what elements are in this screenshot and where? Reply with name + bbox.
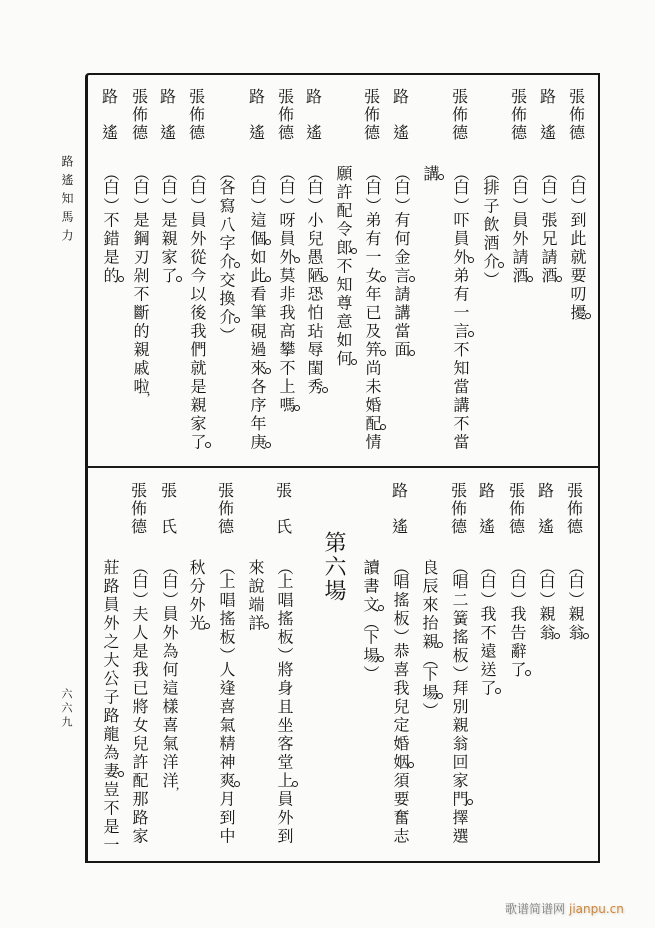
speaker-name-char: 佈 [450,499,467,518]
speaker-name-char: 佈 [510,105,527,124]
parenthesis: ） [363,197,382,212]
parenthesis: ） [481,271,500,286]
speaker-name [217,483,235,535]
script-line [566,468,584,858]
speaker-name [275,483,293,535]
speaker-name-char: 遙 [537,517,554,536]
speaker-name-char: 德 [508,517,525,536]
dialogue-text: （白）員外請酒 [510,165,529,286]
dialogue-text: （上唱搖板）人逢喜氣精神爽月到中 [217,559,236,846]
dialogue-text: 良辰來抬親（下場） [420,559,439,717]
parenthesis: ） [248,197,267,212]
parenthesis: ） [217,327,236,341]
dialogue-text: （白）夫人是我已將女兒許配那路家 [130,559,149,846]
speaker-name-char: 張 [566,481,583,500]
speaker-name-char: 德 [130,517,147,536]
speaker-name [101,89,119,141]
upper-section [0,74,655,468]
parenthesis: （ [481,165,500,179]
parenthesis: ） [391,628,410,643]
speaker-name-char: 德 [188,123,205,142]
dialogue-text: （白）是親家了 [159,165,178,286]
script-line [275,468,293,858]
parenthesis: （ [451,165,470,179]
speaker-name-char: 路 [478,481,495,500]
parenthesis: （ [275,559,294,573]
speaker-name-char: 路 [305,87,322,106]
script-line [130,468,148,858]
watermark-site-name: 歌谱简谱网 [505,902,566,916]
dialogue-text: （白）到此就要叨擾 [568,165,587,323]
parenthesis: （ [450,559,469,573]
parenthesis: ） [361,665,380,680]
script-line [188,74,206,464]
parenthesis: ） [566,591,585,606]
speaker-name-char: 遙 [248,123,265,142]
dialogue-text: （白）員外為何這樣喜氣洋洋 [160,559,179,791]
speaker-name-char: 佈 [451,105,468,124]
speaker-name-char: 張 [451,87,468,106]
speaker-name-char: 德 [451,123,468,142]
speaker-name-char: 路 [539,87,556,106]
speaker-name-char: 路 [159,87,176,106]
dialogue-text: （白）是鋼刃剁不斷的親戚啦 [131,165,150,397]
script-line [131,74,149,464]
speaker-name-char: 張 [275,481,292,500]
speaker-name [478,483,496,535]
speaker-name-char: 路 [101,87,118,106]
dialogue-text: （白）這個如此看筆硯過來各序年庚 [248,165,267,452]
speaker-name [188,89,206,141]
parenthesis: ） [188,197,207,212]
watermark [505,902,624,916]
parenthesis: （ [363,165,382,179]
parenthesis: （ [217,165,236,179]
parenthesis: ） [537,591,556,606]
parenthesis: （ [539,165,558,179]
speaker-name-char: 遙 [305,123,322,142]
scene-title: 第六場 [321,531,346,603]
continuation-line [246,468,264,858]
speaker-name-char: 氏 [275,517,292,536]
speaker-name-char: 張 [131,87,148,106]
parenthesis: （ [101,165,120,179]
dialogue-text: （上唱搖板）將身且坐客堂上員外到 [275,559,294,846]
script-line [539,74,557,464]
parenthesis: （ [131,165,150,179]
speaker-name-char: 路 [392,87,409,106]
parenthesis: ） [101,197,120,212]
parenthesis: （ [248,165,267,179]
speaker-name-char: 佈 [277,105,294,124]
parenthesis: （ [188,165,207,179]
script-line [392,74,410,464]
parenthesis: ） [451,197,470,212]
parenthesis: ） [420,702,439,717]
script-line [478,468,496,858]
stage-direction-text: （各寫八字介交換介） [217,165,236,341]
speaker-name [277,89,295,141]
speaker-name [159,89,177,141]
parenthesis: （ [392,165,411,179]
stage-direction-line [217,74,235,464]
speaker-name [566,483,584,535]
speaker-name-char: 佈 [568,105,585,124]
speaker-name-char: 德 [131,123,148,142]
speaker-name-char: 遙 [478,517,495,536]
script-line [508,468,526,858]
speaker-name-char: 佈 [217,499,234,518]
parenthesis: （ [391,559,410,573]
speaker-name-char: 佈 [131,105,148,124]
speaker-name-char: 遙 [101,123,118,142]
dialogue-text: （白）親翁 [537,559,556,643]
script-line [217,468,235,858]
speaker-name-char: 路 [248,87,265,106]
script-line [305,74,323,464]
dialogue-text: （白）呀員外莫非我高攀不上嗎 [277,165,296,415]
dialogue-text: （白）吓員外弟有一言不知當講不當 [451,165,470,452]
speaker-name-char: 遙 [159,123,176,142]
parenthesis: ） [510,197,529,212]
speaker-name-char: 德 [566,517,583,536]
dialogue-text: 講 [421,165,440,184]
speaker-name-char: 佈 [566,499,583,518]
parenthesis: （ [217,559,236,573]
speaker-name [160,483,178,535]
parenthesis: （ [361,614,380,629]
speaker-name [508,483,526,535]
speaker-name-char: 德 [450,517,467,536]
speaker-name [248,89,266,141]
script-line [277,74,295,464]
script-line [363,74,381,464]
parenthesis: ） [508,591,527,606]
speaker-name-char: 張 [510,87,527,106]
speaker-name [539,89,557,141]
script-line [160,468,178,858]
parenthesis: ） [392,197,411,212]
parenthesis: （ [508,559,527,573]
parenthesis: （ [160,559,179,573]
parenthesis: ） [568,197,587,212]
speaker-name [130,483,148,535]
continuation-line [187,468,205,858]
script-line [159,74,177,464]
parenthesis: （ [478,559,497,573]
parenthesis: （ [566,559,585,573]
speaker-name-char: 張 [188,87,205,106]
script-line [450,468,468,858]
continuation-line [421,74,439,464]
speaker-name-char: 張 [363,87,380,106]
continuation-line [101,468,119,858]
parenthesis: ） [450,665,469,680]
dialogue-text: （唱二簧搖板）拜別親翁回家門擇選 [450,559,469,846]
speaker-name-char: 張 [277,87,294,106]
speaker-name-char: 德 [217,517,234,536]
parenthesis: ） [277,197,296,212]
dialogue-text: 秋分外光 [187,559,206,633]
script-line [391,468,409,858]
dialogue-text: （白）員外從今以後我們就是親家了 [188,165,207,452]
speaker-name [392,89,410,141]
speaker-name [537,483,555,535]
speaker-name [510,89,528,141]
parenthesis: ） [159,197,178,212]
dialogue-text: （白）小兒愚陋恐怕玷辱閨秀 [305,165,324,397]
parenthesis: ） [131,197,150,212]
speaker-name-char: 佈 [188,105,205,124]
dialogue-text: 讀書文（下場） [361,559,380,680]
speaker-name-char: 氏 [160,517,177,536]
dialogue-text: （白）不錯是的 [101,165,120,286]
speaker-name-char: 德 [363,123,380,142]
dialogue-text: （白）我不遠送了 [478,559,497,698]
continuation-line [420,468,438,858]
parenthesis: （ [537,559,556,573]
speaker-name-char: 張 [508,481,525,500]
speaker-name-char: 德 [510,123,527,142]
stage-direction-text: （排子飲酒介） [481,165,500,286]
running-title: 路遙知馬力 [60,155,74,248]
parenthesis: ） [539,197,558,212]
script-line [451,74,469,464]
parenthesis: （ [277,165,296,179]
dialogue-text: （白）弟有一女年已及笄尚未婚配情 [363,165,382,452]
script-line [510,74,528,464]
speaker-name-char: 遙 [391,517,408,536]
script-line [568,74,586,464]
speaker-name-char: 佈 [508,499,525,518]
dialogue-text: 願許配令郎不知尊意如何 [334,165,353,369]
speaker-name-char: 張 [568,87,585,106]
speaker-name-char: 張 [160,481,177,500]
parenthesis: ） [478,591,497,606]
parenthesis: （ [510,165,529,179]
parenthesis: ） [217,647,236,661]
speaker-name-char: 張 [217,481,234,500]
speaker-name [305,89,323,141]
parenthesis: （ [568,165,587,179]
speaker-name [131,89,149,141]
speaker-name [568,89,586,141]
parenthesis: ） [160,591,179,606]
speaker-name [450,483,468,535]
speaker-name-char: 佈 [130,499,147,518]
parenthesis: （ [159,165,178,179]
parenthesis: ） [275,647,294,661]
dialogue-text: （白）張兄請酒 [539,165,558,286]
dialogue-text: （唱搖板）恭喜我兒定婚姻須要奮志 [391,559,410,846]
continuation-line [334,74,352,464]
script-line [248,74,266,464]
watermark-domain: jianpu.cn [569,902,624,916]
script-line [101,74,119,464]
stage-direction-line [481,74,499,464]
parenthesis: ） [130,591,149,606]
speaker-name [363,89,381,141]
page-number: 六六九 [60,688,73,730]
dialogue-text: （白）我告辭了 [508,559,527,680]
speaker-name [451,89,469,141]
parenthesis: （ [130,559,149,573]
dialogue-text: （白）親翁 [566,559,585,643]
speaker-name-char: 張 [130,481,147,500]
continuation-line [361,468,379,858]
speaker-name-char: 遙 [539,123,556,142]
dialogue-text: （白）有何金言請講當面 [392,165,411,360]
speaker-name-char: 德 [568,123,585,142]
parenthesis: ） [305,197,324,212]
lower-section [0,468,655,862]
speaker-name-char: 路 [537,481,554,500]
speaker-name-char: 德 [277,123,294,142]
parenthesis: （ [420,651,439,666]
speaker-name-char: 遙 [392,123,409,142]
script-line [537,468,555,858]
speaker-name-char: 張 [450,481,467,500]
speaker-name-char: 路 [391,481,408,500]
dialogue-text: 莊路員外之大公子路龍為妻豈不是一 [101,559,120,855]
speaker-name-char: 佈 [363,105,380,124]
parenthesis: （ [305,165,324,179]
dialogue-text: 來說端詳 [246,559,265,633]
speaker-name [391,483,409,535]
